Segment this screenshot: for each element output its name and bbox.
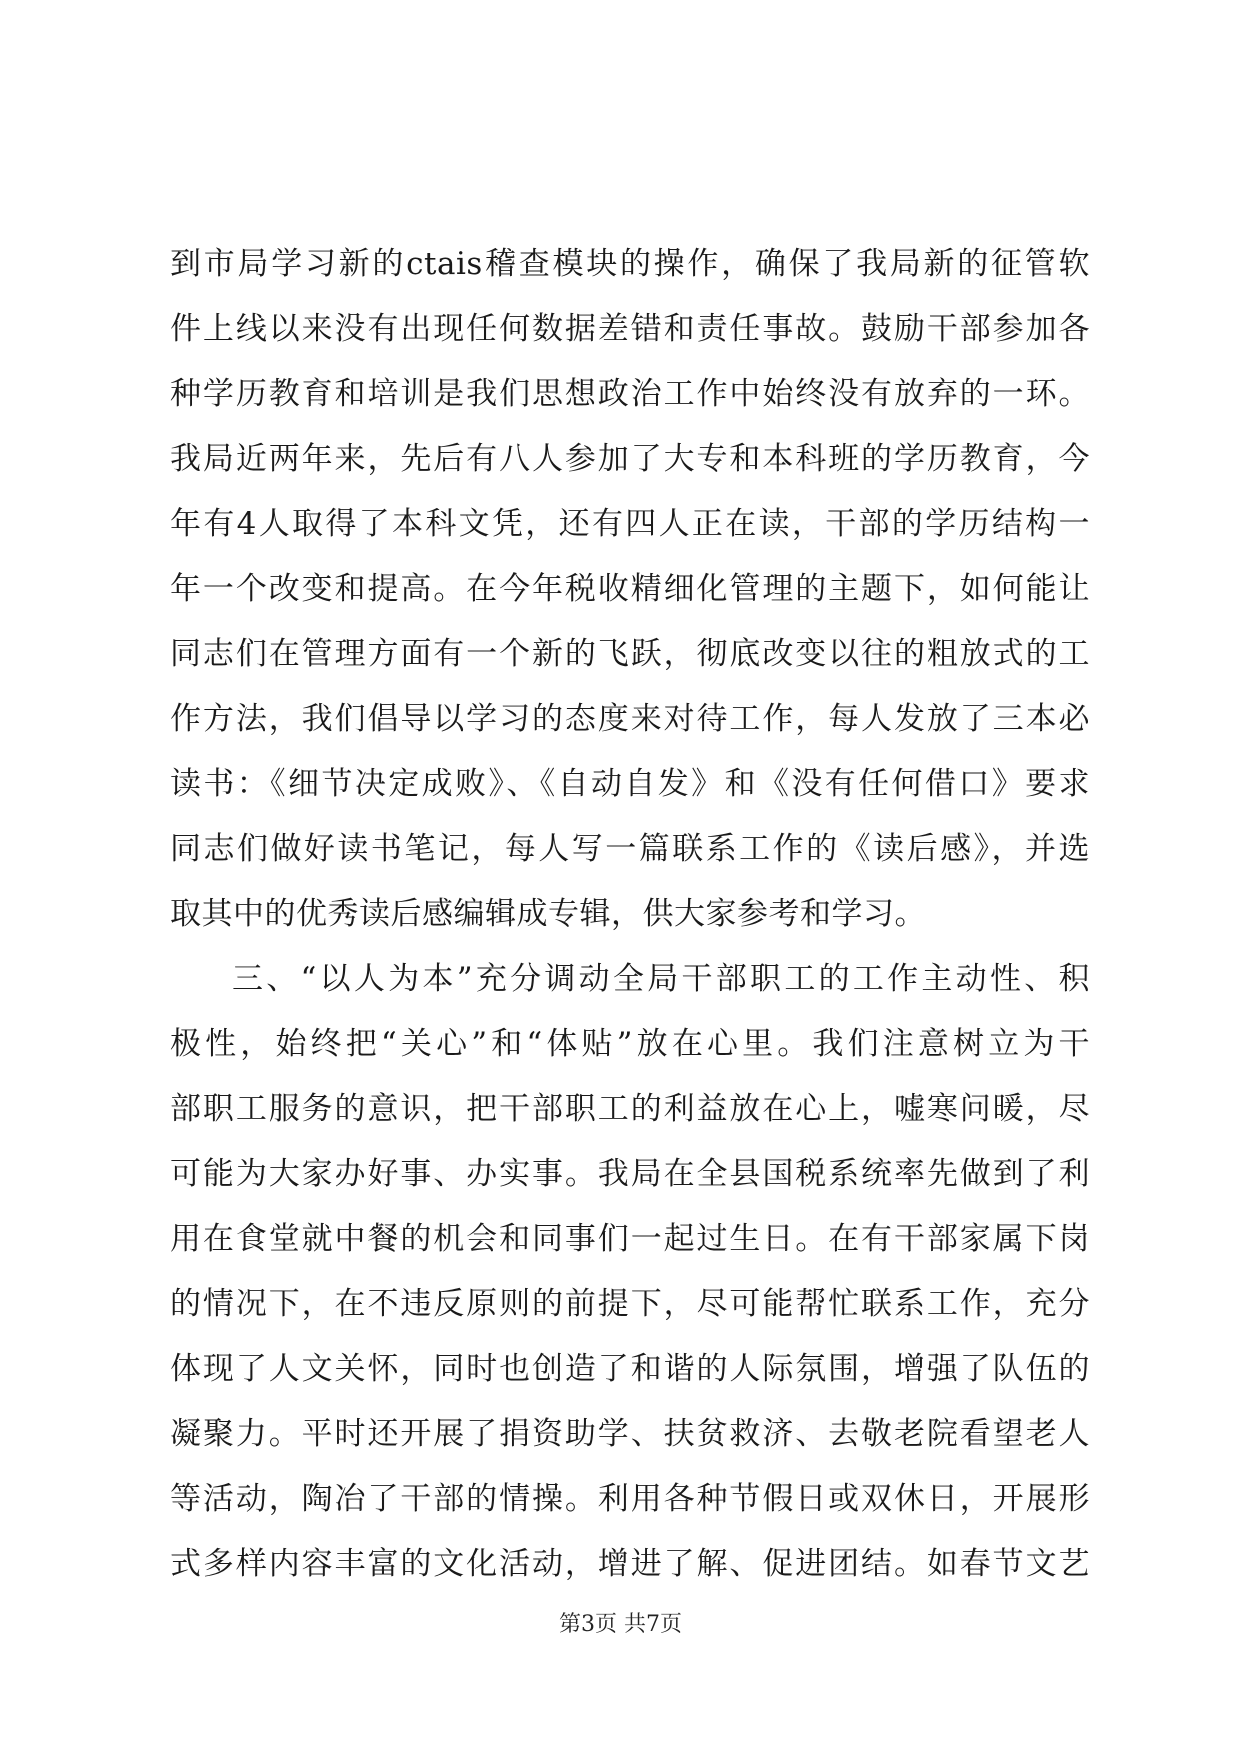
text-line: 同志们在管理方面有一个新的飞跃，彻底改变以往的粗放式的工 [170,636,1090,672]
text-line: 体现了人文关怀，同时也创造了和谐的人际氛围，增强了队伍的 [170,1351,1090,1387]
text-line: 我局近两年来，先后有八人参加了大专和本科班的学历教育，今 [170,441,1090,477]
text-line: 年一个改变和提高。在今年税收精细化管理的主题下，如何能让 [170,571,1090,607]
text-line: 的情况下，在不违反原则的前提下，尽可能帮忙联系工作，充分 [170,1286,1090,1322]
text-line: 读书：《细节决定成败》、《自动自发》和《没有任何借口》要求 [170,766,1090,802]
text-line-paragraph-end: 取其中的优秀读后感编辑成专辑，供大家参考和学习。 [170,896,926,932]
text-line: 到市局学习新的ctais稽查模块的操作，确保了我局新的征管软 [170,246,1090,282]
page-number-footer: 第3页 共7页 [559,1612,682,1637]
text-line: 可能为大家办好事、办实事。我局在全县国税系统率先做到了利 [170,1156,1090,1192]
text-line: 年有4人取得了本科文凭，还有四人正在读，干部的学历结构一 [170,506,1090,542]
text-line: 件上线以来没有出现任何数据差错和责任事故。鼓励干部参加各 [170,311,1090,347]
text-line-section-heading: 三、“以人为本”充分调动全局干部职工的工作主动性、积 [232,961,1090,997]
text-line: 极性，始终把“关心”和“体贴”放在心里。我们注意树立为干 [170,1026,1090,1062]
text-line: 同志们做好读书笔记，每人写一篇联系工作的《读后感》，并选 [170,831,1090,867]
text-line: 种学历教育和培训是我们思想政治工作中始终没有放弃的一环。 [170,376,1090,412]
text-line: 等活动，陶冶了干部的情操。利用各种节假日或双休日，开展形 [170,1481,1090,1517]
document-body [170,232,1090,1597]
text-line: 用在食堂就中餐的机会和同事们一起过生日。在有干部家属下岗 [170,1221,1090,1257]
text-line: 式多样内容丰富的文化活动，增进了解、促进团结。如春节文艺 [170,1546,1090,1582]
text-line: 作方法，我们倡导以学习的态度来对待工作，每人发放了三本必 [170,701,1090,737]
text-line: 部职工服务的意识，把干部职工的利益放在心上，嘘寒问暖，尽 [170,1091,1090,1127]
text-line: 凝聚力。平时还开展了捐资助学、扶贫救济、去敬老院看望老人 [170,1416,1090,1452]
